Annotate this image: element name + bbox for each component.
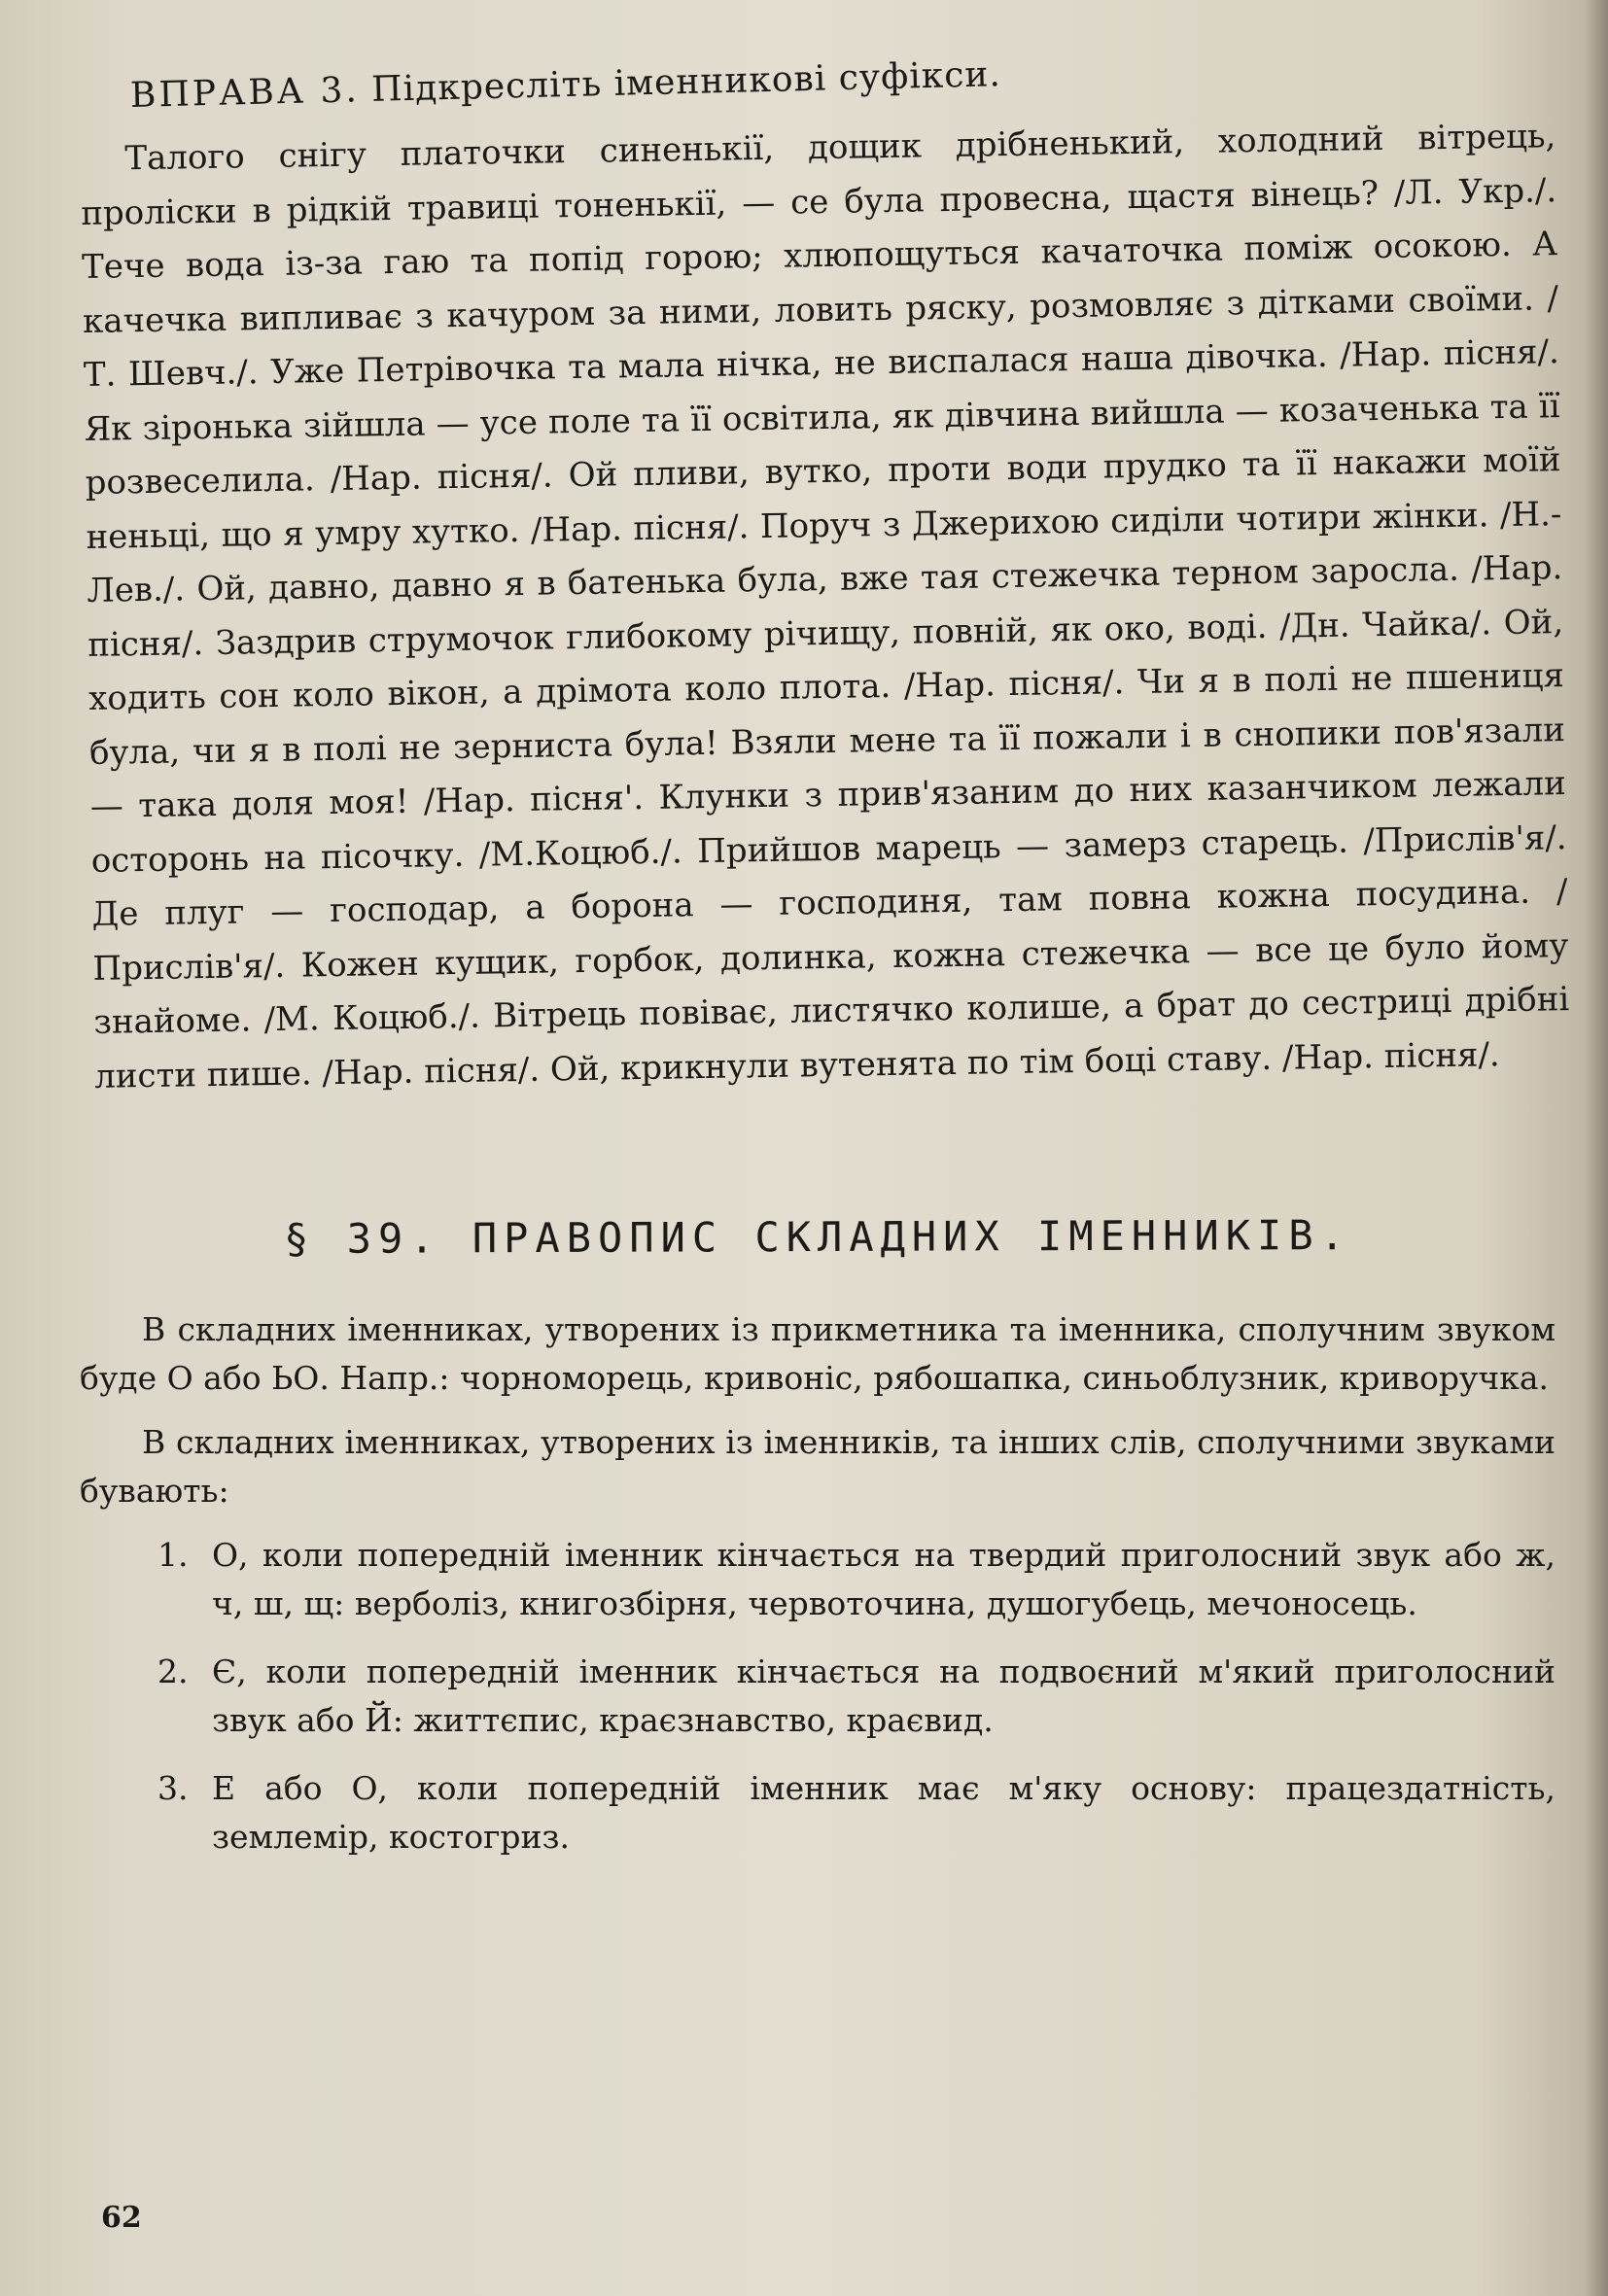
rule-list-item [80,1764,1556,1861]
rule-item-number: 2. [157,1652,189,1690]
page-number: 62 [101,2201,142,2235]
exercise-title-label: ВПРАВА 3. [129,70,361,116]
exercise-block [80,110,1571,1104]
rule-paragraph-1: В складних іменниках, утворених із прикметника та іменника, сполучним звуком буде О або ЬО. Напр.: чорноморець, кривоніс, рябошапка, синьоблузник, криворучка. [80,1310,1556,1397]
rule-paragraph-2: В складних іменниках, утворених із іменників, та інших слів, сполучними звуками бувають: [80,1423,1556,1510]
rule-list [80,1531,1556,1861]
rule-item-text: Е або О, коли попередній іменник має м'яку основу: працездатність, землемір, костогриз. [212,1769,1556,1856]
rule-item-text: Є, коли попередній іменник кінчається на подвоєний м'який приголосний звук або Й: життєпис, краєзнавство, краєвид. [212,1652,1556,1739]
rule-item-text: О, коли попередній іменник кінчається на твердий приголосний звук або ж, ч, ш, щ: верболіз, книгозбірня, червоточина, душогубець, мечоносець. [212,1536,1556,1622]
rule-item-number: 3. [157,1769,189,1807]
rules-block [80,1305,1556,1861]
paragraph-indent [81,169,125,170]
exercise-title [129,41,1556,116]
page-edge-shadow [1585,0,1608,2296]
rule-list-item [80,1648,1556,1745]
rule-list-item [80,1531,1556,1628]
section-heading: § 39. ПРАВОПИС СКЛАДНИХ ІМЕННИКІВ. [284,1211,1351,1263]
page-content [80,54,1570,1881]
exercise-title-text: Підкресліть іменникові суфікси. [370,54,1002,110]
rule-item-number: 1. [157,1536,189,1574]
exercise-body: Талого снігу платочки синенькії, дощик дрібненький, холодний вітрець, проліски в рідкій травиці тоненькії, — се була провесна, щастя вінець? /Л. Укр./. Тече вода із-за гаю та попід горою; хлюпощуться качаточка поміж осокою. А качечка випливає з качуром за ними, ловить ряску, розмовляє з дітками своїми. /Т. Шевч./. Уже Петрівочка та мала нічка, не виспалася наша дівочка. /Нар. пісня/. Як зіронька зійшла — усе поле та її освітила, як дівчина вийшла — козаченька та її розвеселила. /Нар. пісня/. Ой пливи, вутко, проти води прудко та її накажи моїй неньці, що я умру хутко. /Нар. пісня/. Поруч з Джерихою сиділи чотири жінки. /Н.-Лев./. Ой, давно, давно я в батенька була, вже тая стежечка терном заросла. /Нар. пісня/. Заздрив струмочок глибокому річищу, повній, як око, воді. /Дн. Чайка/. Ой, ходить сон коло вікон, а дрімота коло плота. /Нар. пісня/. Чи я в полі не пшениця була, чи я в полі не зерниста була! Взяли мене та її пожали і в снопики пов'язали — така доля моя! /Нар. пісня'. Клунки з прив'язаним до них казанчиком лежали осторонь на пісочку. /М.Коцюб./. Прийшов марець — замерз старець. /Прислів'я/. Де плуг — господар, а борона — господиня, там повна кожна посудина. /Прислів'я/. Кожен кущик, горбок, долинка, кожна стежечка — все це було йому знайоме. /М. Коцюб./. Вітрець повіває, листячко колише, а брат до сестриці дрібні листи пише. /Нар. пісня/. Ой, крикнули вутенята по тім боці ставу. /Нар. пісня/. [80,117,1570,1096]
